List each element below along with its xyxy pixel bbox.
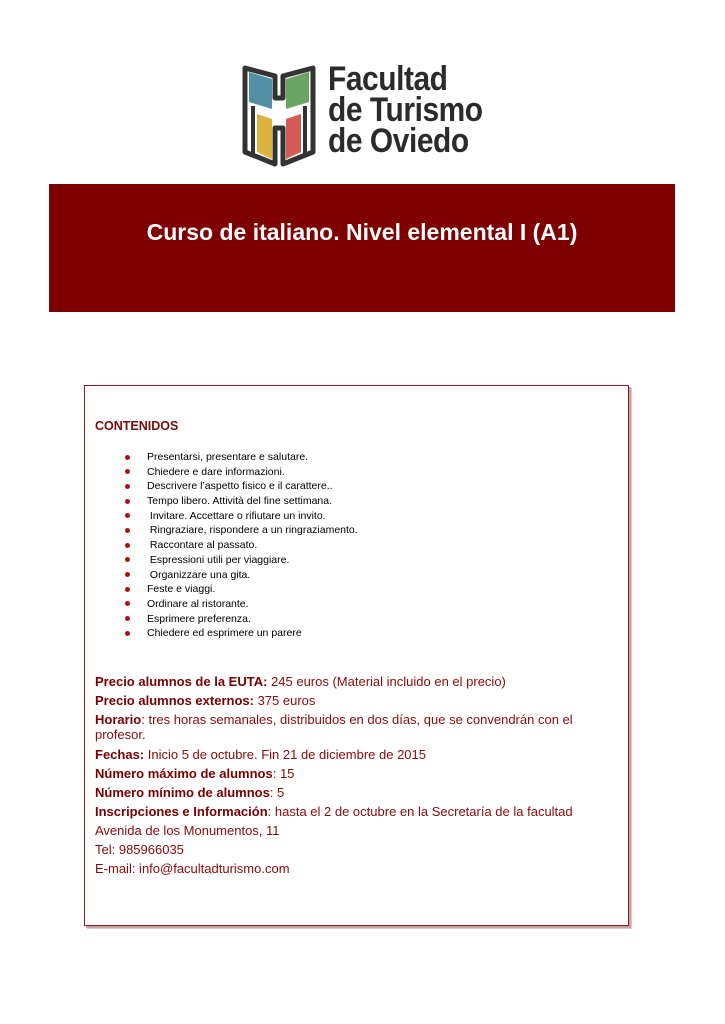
contents-list <box>125 450 358 641</box>
bullet-icon <box>125 484 130 489</box>
list-item: Esprimere preferenza. <box>125 612 358 627</box>
list-item: Chiedere ed esprimere un parere <box>125 626 358 641</box>
bullet-icon <box>125 455 130 460</box>
list-item: Ringraziare, rispondere a un ringraziamento. <box>125 523 358 538</box>
bullet-icon <box>125 572 130 577</box>
list-item: Presentarsi, presentare e salutare. <box>125 450 358 465</box>
list-item: Invitare. Accettare o rifiutare un invito. <box>125 509 358 524</box>
logo-line-3: de Oviedo <box>328 122 469 160</box>
dates: Fechas: Inicio 5 de octubre. Fin 21 de diciembre de 2015 <box>95 747 426 762</box>
logo-red-panel <box>286 114 301 159</box>
bullet-icon <box>125 557 130 562</box>
logo-wordmark <box>328 60 483 160</box>
list-item: Feste e viaggi. <box>125 582 358 597</box>
bullet-icon <box>125 601 130 606</box>
title-banner <box>49 184 675 312</box>
registration: Inscripciones e Información: hasta el 2 de octubre en la Secretaría de la facultad <box>95 804 573 819</box>
price-euta: Precio alumnos de la EUTA: 245 euros (Material incluido en el precio) <box>95 674 506 689</box>
list-item: Espressioni utili per viaggiare. <box>125 553 358 568</box>
list-item: Tempo libero. Attività del fine settimana. <box>125 494 358 509</box>
schedule: Horario: tres horas semanales, distribuidos en dos días, que se convendrán con el profesor. <box>95 712 573 742</box>
logo-green-panel <box>286 72 309 109</box>
max-students: Número máximo de alumnos: 15 <box>95 766 295 781</box>
bullet-icon <box>125 631 130 636</box>
price-external: Precio alumnos externos: 375 euros <box>95 693 316 708</box>
list-item: Descrivere l’aspetto fisico e il carattere.. <box>125 479 358 494</box>
list-item: Ordinare al ristorante. <box>125 597 358 612</box>
list-item: Raccontare al passato. <box>125 538 358 553</box>
course-title: Curso de italiano. Nivel elemental I (A1) <box>146 219 578 245</box>
list-item: Organizzare una gita. <box>125 568 358 583</box>
bullet-icon <box>125 616 130 621</box>
bullet-icon <box>125 543 130 548</box>
bullet-icon <box>125 499 130 504</box>
book-logo-icon <box>241 62 317 168</box>
course-details <box>95 672 615 878</box>
list-item: Chiedere e dare informazioni. <box>125 465 358 480</box>
bullet-icon <box>125 587 130 592</box>
logo-yellow-panel <box>257 114 272 159</box>
logo-line-1: Facultad <box>328 60 448 98</box>
bullet-icon <box>125 469 130 474</box>
email[interactable]: E-mail: info@facultadturismo.com <box>95 861 290 876</box>
logo-blue-panel <box>249 72 272 109</box>
course-info-box <box>84 385 629 926</box>
faculty-logo <box>241 62 491 168</box>
address: Avenida de los Monumentos, 11 <box>95 823 280 838</box>
logo-line-2: de Turismo <box>328 91 483 129</box>
contents-heading: CONTENIDOS <box>95 419 179 433</box>
bullet-icon <box>125 528 130 533</box>
bullet-icon <box>125 513 130 518</box>
min-students: Número mínimo de alumnos: 5 <box>95 785 285 800</box>
telephone: Tel: 985966035 <box>95 842 184 857</box>
